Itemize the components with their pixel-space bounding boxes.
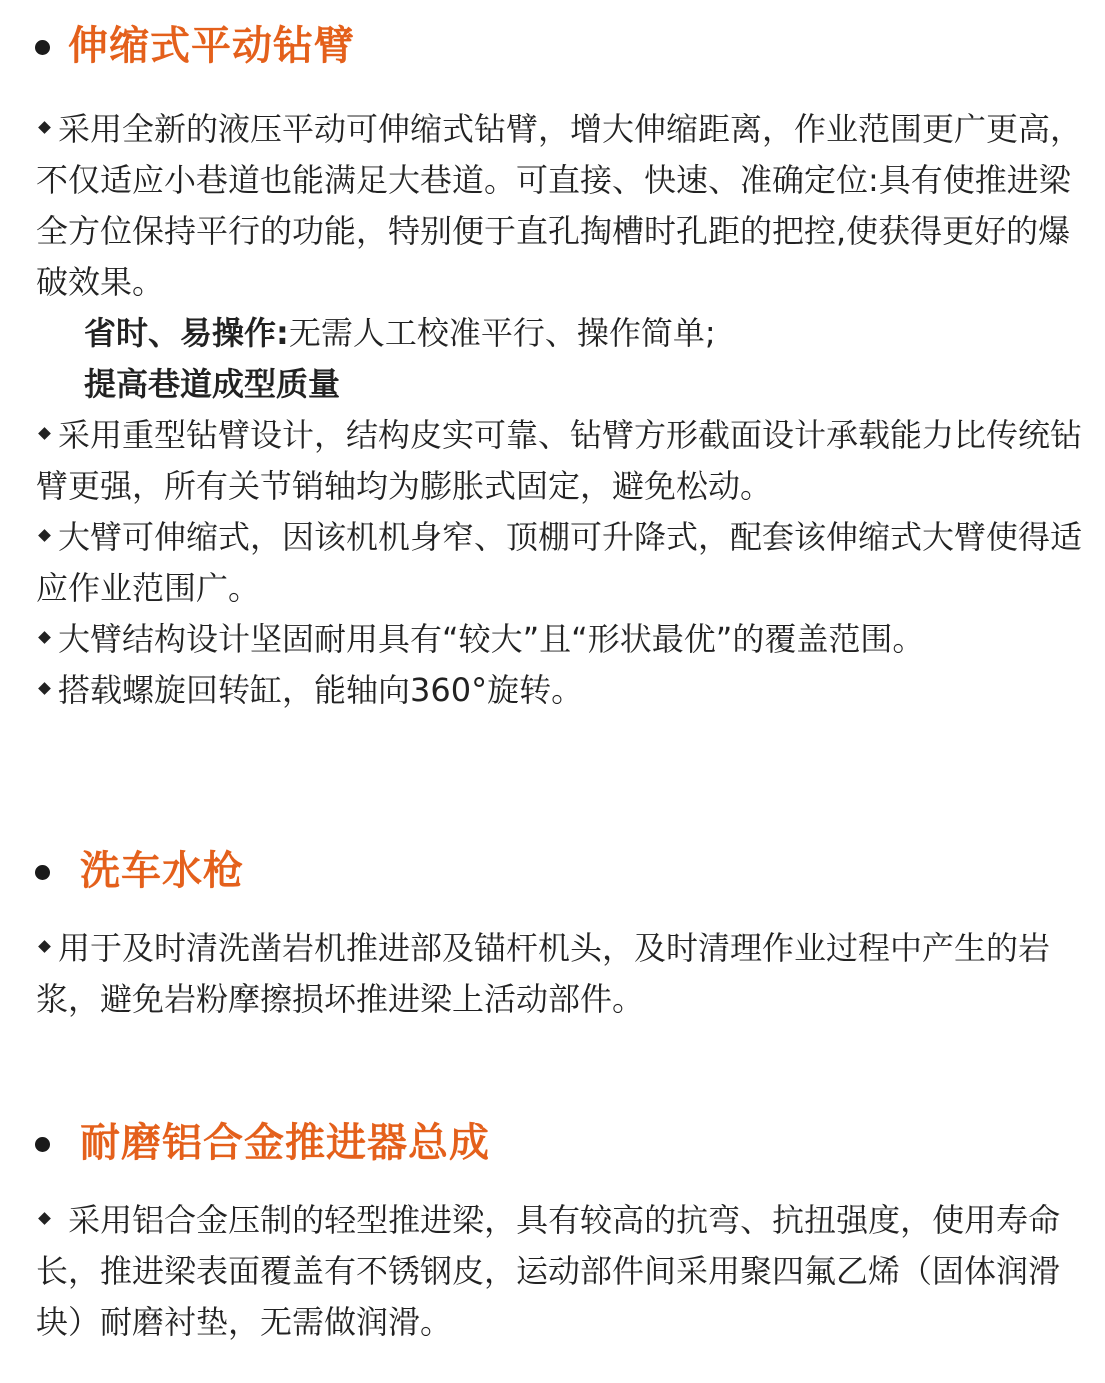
paragraph [36,923,1096,1025]
paragraph-text: 采用铝合金压制的轻型推进梁，具有较高的抗弯、抗扭强度，使用寿命长，推进梁表面覆盖有不锈钢皮，运动部件间采用聚四氟乙烯（固体润滑块）耐磨衬垫，无需做润滑。 [36,1201,1061,1341]
bullet-dot-icon [35,865,50,880]
paragraph [36,614,1096,665]
paragraph-text: 大臂结构设计坚固耐用具有“较大”且“形状最优”的覆盖范围。 [58,620,925,658]
diamond-icon [38,940,51,953]
paragraph-text: 搭载螺旋回转缸，能轴向360°旋转。 [58,671,584,709]
paragraph [36,410,1096,512]
section-body-telescopic-boom [36,104,1096,716]
paragraph-text: 采用重型钻臂设计，结构皮实可靠、钻臂方形截面设计承载能力比传统钻臂更强，所有关节销轴均为膨胀式固定，避免松动。 [36,416,1083,505]
paragraph [36,512,1096,614]
paragraph-text: 采用全新的液压平动可伸缩式钻臂，增大伸缩距离，作业范围更广更高，不仅适应小巷道也能满足大巷道。可直接、快速、准确定位:具有使推进梁全方位保持平行的功能，特别便于直孔掏槽时孔距的把控,使获得更好的爆破效果。 [36,110,1083,301]
section-telescopic-boom [0,18,1105,74]
feature-line [36,308,1096,359]
section-title: 伸缩式平动钻臂 [68,23,355,69]
paragraph [36,665,1096,716]
section-wash-gun [0,843,1105,899]
section-body-wash-gun [36,923,1096,1025]
diamond-icon [38,1212,51,1225]
paragraph-text: 大臂可伸缩式，因该机机身窄、顶棚可升降式，配套该伸缩式大臂使得适应作业范围广。 [36,518,1083,607]
feature-label: 省时、易操作: [84,314,289,352]
section-title: 洗车水枪 [80,848,244,894]
diamond-icon [38,682,51,695]
section-body-feeder-assembly [36,1195,1096,1348]
paragraph-text: 用于及时清洗凿岩机推进部及锚杆机头，及时清理作业过程中产生的岩浆，避免岩粉摩擦损坏推进梁上活动部件。 [36,929,1051,1018]
diamond-icon [38,121,51,134]
section-title: 耐磨铝合金推进器总成 [80,1120,490,1166]
bullet-dot-icon [35,40,50,55]
section-feeder-assembly [0,1115,1105,1171]
paragraph [36,1195,1096,1348]
section-heading [0,843,1105,899]
diamond-icon [38,427,51,440]
bullet-dot-icon [35,1137,50,1152]
section-heading [0,18,1105,74]
feature-text: 无需人工校准平行、操作简单; [288,314,716,352]
feature-line [36,359,1096,410]
feature-label: 提高巷道成型质量 [84,365,341,403]
diamond-icon [38,631,51,644]
paragraph [36,104,1096,308]
diamond-icon [38,529,51,542]
section-heading [0,1115,1105,1171]
